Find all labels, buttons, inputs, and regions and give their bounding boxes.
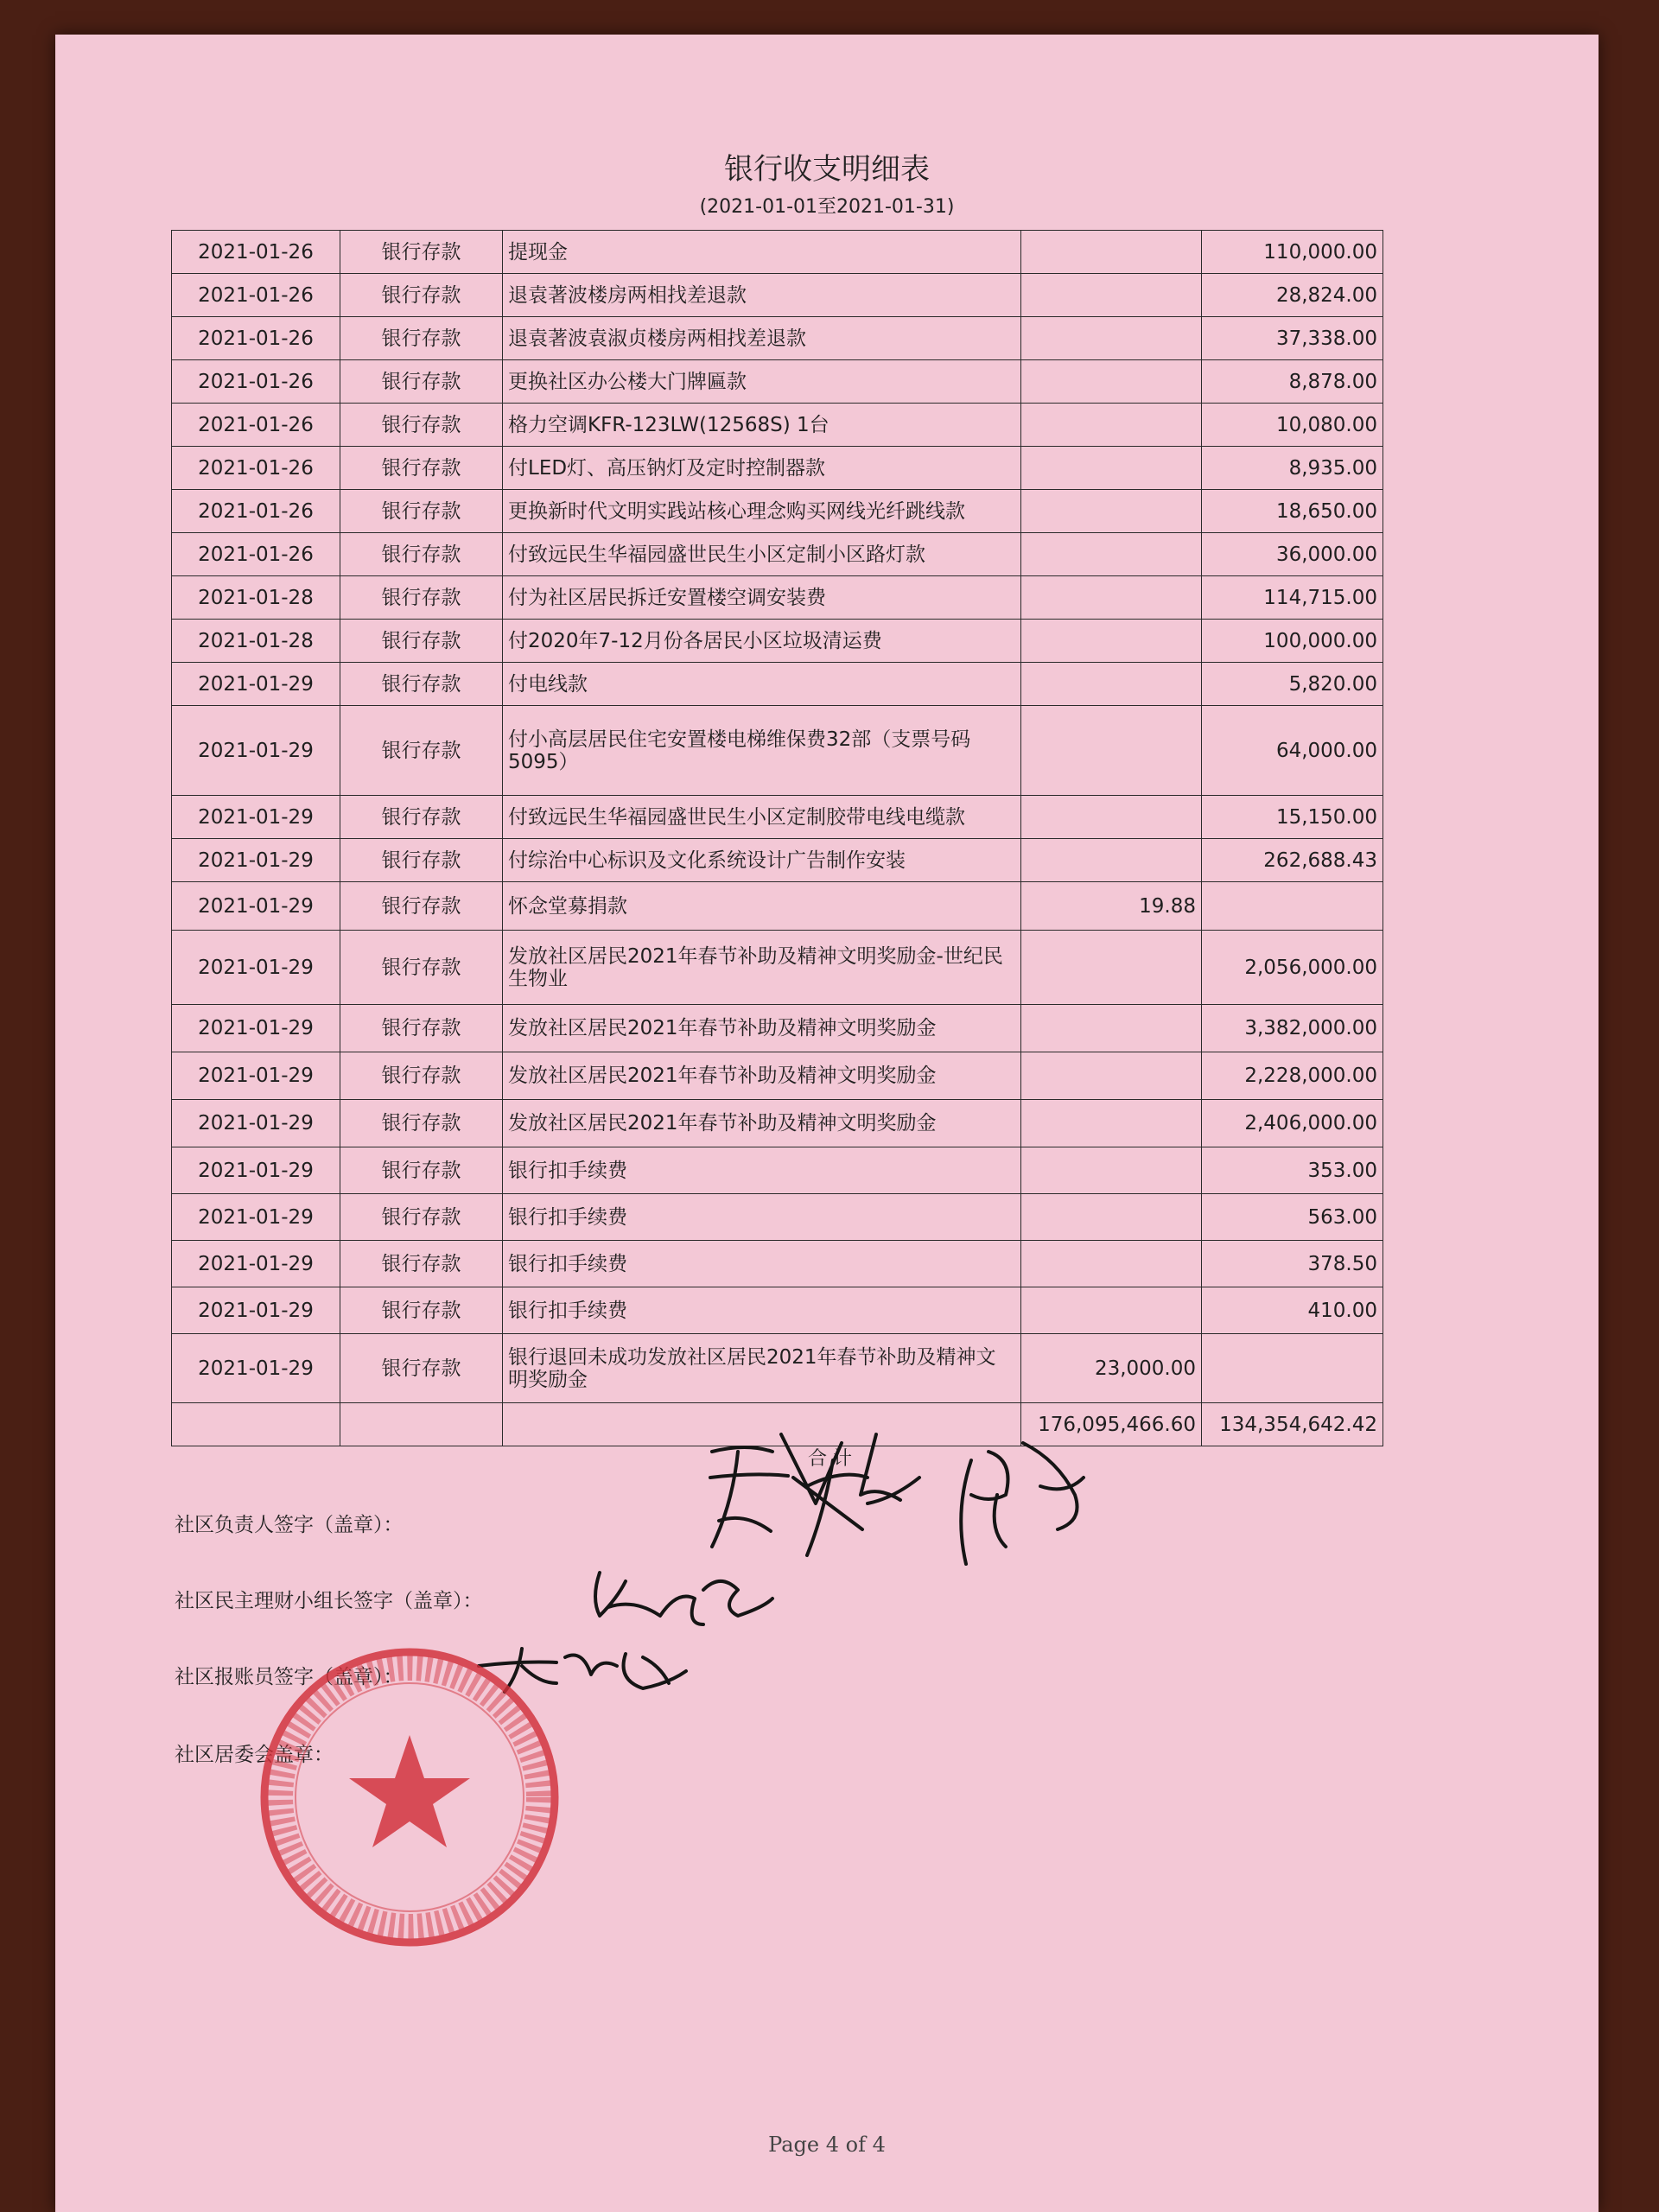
date-cell: 2021-01-29 [172,1241,340,1287]
description-cell: 付致远民生华福园盛世民生小区定制胶带电线电缆款 [503,796,1021,839]
date-cell: 2021-01-29 [172,706,340,796]
date-cell: 2021-01-26 [172,447,340,490]
description-cell: 退袁著波楼房两相找差退款 [503,274,1021,317]
table-row [172,274,1383,317]
credit-cell: 110,000.00 [1202,231,1383,274]
account-cell: 银行存款 [340,1241,503,1287]
account-cell: 银行存款 [340,490,503,533]
table-row [172,404,1383,447]
debit-cell [1021,360,1202,404]
committee-seal-label: 社区居委会盖章： [175,1744,334,1766]
date-cell: 2021-01-29 [172,663,340,706]
debit-cell [1021,447,1202,490]
table-row [172,1194,1383,1241]
credit-cell: 262,688.43 [1202,839,1383,882]
table-row [172,882,1383,931]
date-cell: 2021-01-26 [172,317,340,360]
debit-cell [1021,620,1202,663]
date-cell: 2021-01-26 [172,274,340,317]
table-row [172,317,1383,360]
date-cell: 2021-01-29 [172,882,340,931]
account-cell: 银行存款 [340,447,503,490]
date-cell: 2021-01-29 [172,1005,340,1052]
debit-cell [1021,1005,1202,1052]
credit-cell: 353.00 [1202,1147,1383,1194]
credit-cell: 3,382,000.00 [1202,1005,1383,1052]
description-cell: 付LED灯、高压钠灯及定时控制器款 [503,447,1021,490]
finance-group-signature-label: 社区民主理财小组长签字（盖章）： [175,1590,483,1612]
credit-cell: 64,000.00 [1202,706,1383,796]
account-cell: 银行存款 [340,663,503,706]
description-cell: 银行退回未成功发放社区居民2021年春节补助及精神文明奖励金 [503,1334,1021,1403]
debit-cell [1021,404,1202,447]
debit-cell [1021,796,1202,839]
description-cell: 银行扣手续费 [503,1194,1021,1241]
account-cell: 银行存款 [340,404,503,447]
credit-cell: 37,338.00 [1202,317,1383,360]
account-cell: 银行存款 [340,1100,503,1147]
table-row [172,663,1383,706]
finance-group-signature [574,1555,798,1633]
description-cell: 银行扣手续费 [503,1287,1021,1334]
account-cell: 银行存款 [340,839,503,882]
description-cell: 更换新时代文明实践站核心理念购买网线光纤跳线款 [503,490,1021,533]
credit-cell [1202,882,1383,931]
credit-cell: 2,406,000.00 [1202,1100,1383,1147]
debit-cell [1021,1194,1202,1241]
date-cell: 2021-01-29 [172,1287,340,1334]
account-cell: 银行存款 [340,1334,503,1403]
date-cell: 2021-01-29 [172,1100,340,1147]
debit-cell [1021,663,1202,706]
account-cell: 银行存款 [340,931,503,1005]
table-row [172,931,1383,1005]
account-cell: 银行存款 [340,1287,503,1334]
debit-cell [1021,706,1202,796]
date-cell: 2021-01-29 [172,1194,340,1241]
table-row [172,576,1383,620]
date-cell: 2021-01-29 [172,1147,340,1194]
table-row [172,1005,1383,1052]
credit-cell: 18,650.00 [1202,490,1383,533]
credit-cell: 563.00 [1202,1194,1383,1241]
account-cell: 银行存款 [340,360,503,404]
table-row [172,1334,1383,1403]
description-cell: 发放社区居民2021年春节补助及精神文明奖励金-世纪民生物业 [503,931,1021,1005]
table-row [172,1100,1383,1147]
document-page [55,35,1599,2212]
description-cell: 付小高层居民住宅安置楼电梯维保费32部（支票号码5095） [503,706,1021,796]
account-cell: 银行存款 [340,620,503,663]
account-cell: 银行存款 [340,533,503,576]
account-cell: 银行存款 [340,882,503,931]
account-cell: 银行存款 [340,576,503,620]
debit-cell [1021,1287,1202,1334]
credit-cell [1202,1334,1383,1403]
committee-seal [254,1642,565,1953]
table-row [172,490,1383,533]
debit-cell: 19.88 [1021,882,1202,931]
debit-cell [1021,231,1202,274]
date-cell: 2021-01-29 [172,1052,340,1100]
table-row [172,1052,1383,1100]
debit-cell [1021,839,1202,882]
account-cell: 银行存款 [340,274,503,317]
debit-cell [1021,1052,1202,1100]
credit-cell: 410.00 [1202,1287,1383,1334]
credit-cell: 100,000.00 [1202,620,1383,663]
date-range-subtitle: (2021-01-01至2021-01-31) [699,196,955,218]
table-row [172,706,1383,796]
credit-cell: 114,715.00 [1202,576,1383,620]
table-row [172,1241,1383,1287]
description-cell: 付综治中心标识及文化系统设计广告制作安装 [503,839,1021,882]
total-debit: 176,095,466.60 [1021,1403,1202,1446]
description-cell: 银行扣手续费 [503,1241,1021,1287]
debit-cell [1021,1100,1202,1147]
date-cell: 2021-01-28 [172,576,340,620]
account-cell: 银行存款 [340,796,503,839]
table-row [172,447,1383,490]
credit-cell: 2,056,000.00 [1202,931,1383,1005]
debit-cell [1021,317,1202,360]
credit-cell: 8,935.00 [1202,447,1383,490]
credit-cell: 36,000.00 [1202,533,1383,576]
account-cell: 银行存款 [340,231,503,274]
total-label: 合 计 [808,1448,852,1470]
date-cell: 2021-01-29 [172,1334,340,1403]
date-cell: 2021-01-26 [172,490,340,533]
description-cell: 付电线款 [503,663,1021,706]
credit-cell: 2,228,000.00 [1202,1052,1383,1100]
description-cell: 怀念堂募捐款 [503,882,1021,931]
debit-cell [1021,1241,1202,1287]
account-cell: 银行存款 [340,706,503,796]
account-cell: 银行存款 [340,317,503,360]
date-cell: 2021-01-29 [172,839,340,882]
date-cell: 2021-01-28 [172,620,340,663]
description-cell: 付为社区居民拆迁安置楼空调安装费 [503,576,1021,620]
credit-cell: 28,824.00 [1202,274,1383,317]
table-row [172,1287,1383,1334]
total-credit: 134,354,642.42 [1202,1403,1383,1446]
account-cell: 银行存款 [340,1052,503,1100]
description-cell: 格力空调KFR-123LW(12568S) 1台 [503,404,1021,447]
debit-cell [1021,274,1202,317]
account-cell: 银行存款 [340,1147,503,1194]
debit-cell [1021,533,1202,576]
table-row [172,1147,1383,1194]
date-cell: 2021-01-26 [172,533,340,576]
credit-cell: 378.50 [1202,1241,1383,1287]
page-number: Page 4 of 4 [768,2133,886,2157]
debit-cell [1021,931,1202,1005]
accountant-signature-label: 社区报账员签字（盖章）： [175,1666,404,1688]
description-cell: 发放社区居民2021年春节补助及精神文明奖励金 [503,1005,1021,1052]
description-cell: 提现金 [503,231,1021,274]
table-row [172,620,1383,663]
credit-cell: 8,878.00 [1202,360,1383,404]
description-cell: 退袁著波袁淑贞楼房两相找差退款 [503,317,1021,360]
debit-cell [1021,490,1202,533]
credit-cell: 10,080.00 [1202,404,1383,447]
table-row [172,839,1383,882]
description-cell: 付2020年7-12月份各居民小区垃圾清运费 [503,620,1021,663]
page-title: 银行收支明细表 [724,152,930,187]
date-cell: 2021-01-26 [172,231,340,274]
account-cell: 银行存款 [340,1194,503,1241]
debit-cell [1021,1147,1202,1194]
date-cell: 2021-01-26 [172,360,340,404]
leader-signature-label: 社区负责人签字（盖章）： [175,1514,404,1536]
credit-cell: 5,820.00 [1202,663,1383,706]
account-cell: 银行存款 [340,1005,503,1052]
table-row [172,533,1383,576]
description-cell: 发放社区居民2021年春节补助及精神文明奖励金 [503,1052,1021,1100]
debit-cell [1021,576,1202,620]
debit-cell: 23,000.00 [1021,1334,1202,1403]
table-row [172,796,1383,839]
description-cell: 更换社区办公楼大门牌匾款 [503,360,1021,404]
description-cell: 银行扣手续费 [503,1147,1021,1194]
date-cell: 2021-01-29 [172,796,340,839]
description-cell: 付致远民生华福园盛世民生小区定制小区路灯款 [503,533,1021,576]
table-row [172,231,1383,274]
ledger-table [171,230,1383,1446]
star-icon [349,1735,470,1847]
date-cell: 2021-01-29 [172,931,340,1005]
date-cell: 2021-01-26 [172,404,340,447]
credit-cell: 15,150.00 [1202,796,1383,839]
description-cell: 发放社区居民2021年春节补助及精神文明奖励金 [503,1100,1021,1147]
table-row [172,360,1383,404]
